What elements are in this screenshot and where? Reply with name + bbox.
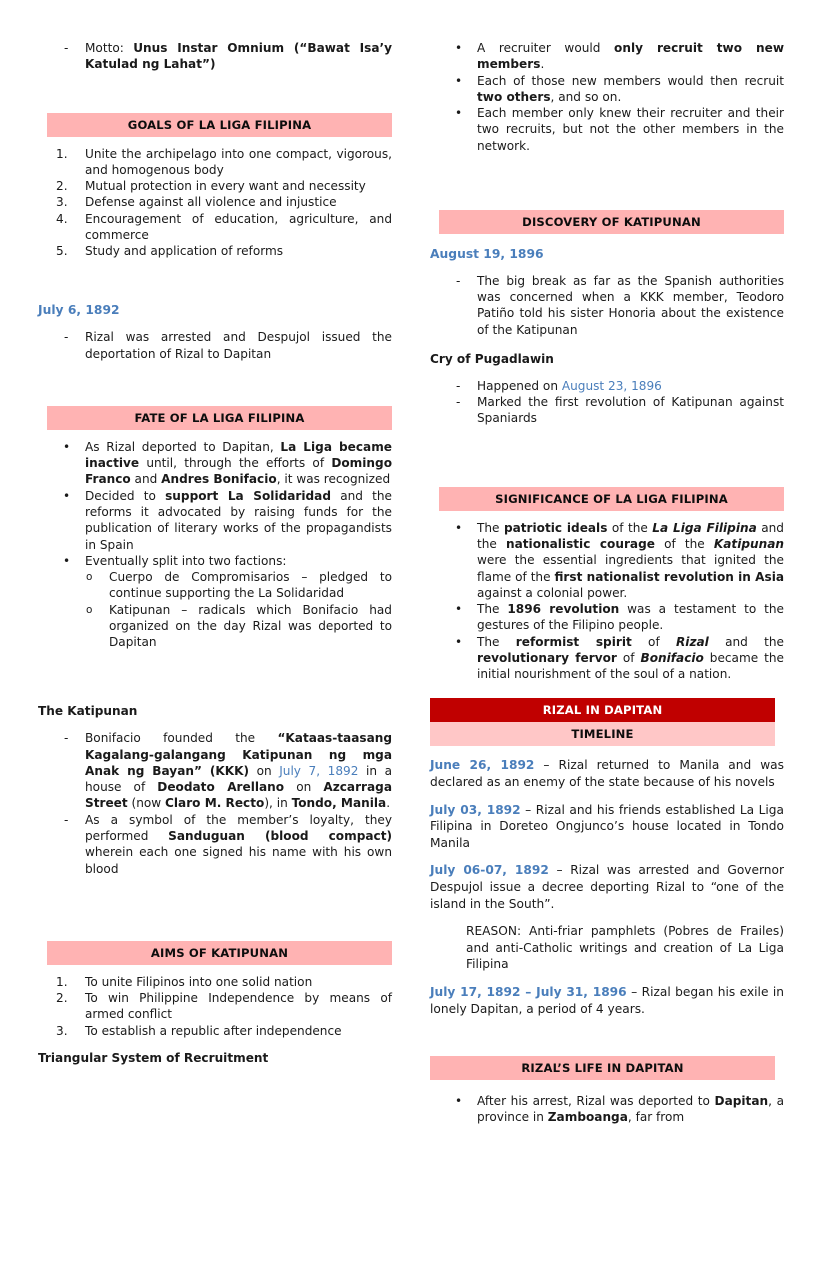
- text-run-bold: Deodato Arellano: [157, 780, 285, 795]
- text-run-bold-italic: Rizal: [676, 634, 709, 649]
- significance-list: [430, 520, 784, 683]
- list-item: [430, 105, 784, 154]
- section-header-discovery: DISCOVERY OF KATIPUNAN: [439, 210, 784, 234]
- text-run-bold: Claro M. Recto: [165, 796, 265, 811]
- text-run-bold: Sanduguan (blood compact): [168, 828, 393, 843]
- left-column: [38, 40, 392, 1256]
- section-header-aims: AIMS OF KATIPUNAN: [47, 941, 392, 965]
- text-run: on: [284, 780, 324, 795]
- bullet-marker: •: [63, 439, 71, 454]
- text-run: .: [386, 796, 391, 811]
- text-run-bold-italic: Katipunan: [713, 536, 784, 551]
- text-run: were the essential ingredients that ignited the flame of the: [477, 553, 784, 584]
- text-run-bold: “Kataas-taasang Kagalang-galangang Katipunan ng mga Anak ng Bayan” (KKK): [85, 731, 392, 778]
- list-item: [38, 211, 392, 244]
- text-run: ), in: [264, 796, 292, 811]
- text-run: and the reforms it advocated by raising funds for the publication of literary works of the propagandists in Spain: [85, 488, 392, 552]
- timeline-text: Rizal was arrested and Governor Despujol issue a decree deporting Rizal to “one of the island in the South”.: [430, 863, 784, 911]
- bullet-marker: •: [455, 634, 463, 649]
- text-run-bold: Domingo Franco: [85, 456, 392, 487]
- dapitan-header-group: [430, 698, 784, 746]
- life-list: [430, 1093, 784, 1126]
- list-item: [430, 1093, 784, 1126]
- text-run: (now: [127, 796, 166, 811]
- list-item: [38, 243, 392, 259]
- list-number: 3.: [56, 195, 68, 210]
- text-run: , a province in: [477, 1094, 784, 1125]
- inline-date: July 7, 1892: [279, 763, 359, 778]
- text-run: and the: [477, 520, 784, 551]
- dash-marker: -: [456, 378, 461, 393]
- fate-sub-list: [66, 569, 392, 650]
- list-text: Mutual protection in every want and necessity: [85, 179, 366, 194]
- bullet-marker: •: [455, 73, 463, 88]
- subheading-the-katipunan: The Katipunan: [38, 704, 138, 719]
- list-item: [430, 634, 784, 683]
- timeline-text: Rizal returned to Manila and was declared as an enemy of the state because of his novels: [430, 758, 784, 789]
- bullet-marker: •: [455, 602, 463, 617]
- text-run: against a colonial power.: [477, 585, 628, 600]
- list-item: [66, 569, 392, 602]
- text-run: and: [130, 472, 162, 487]
- text-run-bold-italic: La Liga Filipina: [652, 520, 757, 535]
- right-column: [430, 40, 784, 1256]
- dash-marker: -: [64, 330, 69, 345]
- list-item: [430, 73, 784, 106]
- list-item: [430, 520, 784, 601]
- list-text: The big break as far as the Spanish authorities was concerned when a KKK member, Teodoro Patiño told his sister Honoria about the existence of the Katipunan: [477, 273, 784, 337]
- motto-list: [38, 40, 392, 73]
- list-item: [430, 601, 784, 634]
- text-run: on: [249, 763, 280, 778]
- list-text: Unite the archipelago into one compact, vigorous, and homogenous body: [85, 146, 392, 177]
- list-item: [38, 40, 392, 73]
- list-text: Cuerpo de Compromisarios – pledged to continue supporting the La Solidaridad: [109, 570, 392, 601]
- text-run: As a symbol of the member’s loyalty, they performed: [85, 812, 392, 843]
- section-header-rizal-in-dapitan: RIZAL IN DAPITAN: [430, 698, 775, 722]
- dash-marker: -: [456, 273, 461, 288]
- list-item: [66, 602, 392, 651]
- text-run: , far from: [627, 1110, 685, 1125]
- date-heading-july6: July 6, 1892: [38, 303, 120, 318]
- triangular-list: [430, 40, 784, 154]
- list-text: To unite Filipinos into one solid nation: [85, 974, 313, 989]
- list-text: Encouragement of education, agriculture, and commerce: [85, 211, 392, 242]
- list-item: [38, 439, 392, 488]
- text-run: became the initial nourishment of the soul of a nation.: [477, 650, 784, 682]
- section-header-significance: SIGNIFICANCE OF LA LIGA FILIPINA: [439, 487, 784, 511]
- text-run: A recruiter would: [477, 41, 615, 55]
- text-run-bold: two others: [477, 89, 551, 104]
- list-text: Marked the first revolution of Katipunan against Spaniards: [477, 395, 784, 426]
- text-run: The: [477, 634, 516, 649]
- text-run: Decided to: [85, 488, 166, 503]
- list-number: 3.: [56, 1023, 68, 1038]
- text-run-bold: La Liga became inactive: [85, 439, 393, 471]
- dash-marker: -: [64, 812, 69, 827]
- text-run: –: [520, 802, 536, 817]
- text-run: of: [616, 650, 641, 665]
- text-run-bold-italic: Bonifacio: [640, 650, 704, 665]
- list-item: [38, 812, 392, 877]
- circle-marker: o: [86, 603, 93, 616]
- text-run-bold: Tondo, Manila: [291, 796, 387, 811]
- list-item: [38, 329, 392, 362]
- text-run: until, through the efforts of: [139, 456, 332, 471]
- list-number: 1.: [56, 146, 68, 161]
- list-item: [38, 1023, 392, 1039]
- text-run: After his arrest, Rizal was deported to: [477, 1094, 715, 1109]
- list-item: [38, 194, 392, 210]
- motto-value: Unus Instar Omnium (“Bawat Isa’y Katulad ng Lahat”): [85, 41, 392, 72]
- section-subheader-timeline: TIMELINE: [430, 722, 775, 746]
- timeline-text: Rizal and his friends established La Liga Filipina in Doreteo Ongjunco’s house located in Tondo Manila: [430, 802, 784, 850]
- bullet-marker: •: [455, 520, 463, 535]
- timeline-reason: REASON: Anti-friar pamphlets (Pobres de Frailes) and anti-Catholic writings and creation of La Liga Filipina: [466, 924, 784, 972]
- text-run-bold: patriotic ideals: [503, 520, 608, 535]
- list-item: [38, 990, 392, 1023]
- list-item: [38, 730, 392, 811]
- dash-marker: -: [64, 731, 69, 746]
- inline-date: August 23, 1896: [561, 378, 662, 393]
- dash-marker: -: [456, 395, 461, 410]
- list-text: Study and application of reforms: [85, 244, 284, 259]
- bullet-marker: •: [455, 1094, 463, 1109]
- bullet-marker: •: [63, 553, 71, 568]
- july6-list: [38, 329, 392, 362]
- text-run: .: [540, 57, 545, 72]
- text-run: The: [477, 520, 504, 535]
- text-run: –: [626, 984, 642, 999]
- list-item: [430, 394, 784, 427]
- text-run-bold: 1896 revolution: [507, 602, 620, 617]
- text-run-bold: nationalistic courage: [506, 536, 655, 551]
- list-item: [38, 178, 392, 194]
- timeline-date: July 06-07, 1892: [430, 863, 549, 878]
- list-text: Rizal was arrested and Despujol issued the deportation of Rizal to Dapitan: [85, 330, 392, 361]
- list-number: 2.: [56, 179, 68, 194]
- text-run: As Rizal deported to Dapitan,: [85, 439, 281, 454]
- list-text: To establish a republic after independence: [85, 1023, 342, 1038]
- list-item: [38, 488, 392, 553]
- timeline-entry: [430, 802, 784, 852]
- list-text: Eventually split into two factions:: [85, 553, 287, 568]
- list-number: 1.: [56, 974, 68, 989]
- text-run-bold: first nationalist revolution in Asia: [554, 569, 784, 584]
- list-item: [430, 378, 784, 394]
- list-number: 2.: [56, 991, 68, 1006]
- text-run: –: [548, 863, 571, 878]
- text-run: , and so on.: [550, 89, 622, 104]
- list-text: To win Philippine Independence by means of armed conflict: [85, 991, 392, 1022]
- list-text: Katipunan – radicals which Bonifacio had organized on the day Rizal was deported to Dapitan: [109, 602, 392, 650]
- subheading-cry-of-pugadlawin: Cry of Pugadlawin: [430, 351, 554, 366]
- text-run: Bonifacio founded the: [85, 731, 278, 746]
- section-header-rizals-life: RIZAL’S LIFE IN DAPITAN: [430, 1056, 775, 1080]
- timeline-date: July 17, 1892 – July 31, 1896: [430, 984, 627, 999]
- discovery-list: [430, 273, 784, 338]
- bullet-marker: •: [455, 41, 463, 55]
- section-header-goals: GOALS OF LA LIGA FILIPINA: [47, 113, 392, 137]
- list-item: [38, 974, 392, 990]
- aims-list: [38, 974, 392, 1039]
- text-run-bold: only recruit two new members: [477, 41, 784, 72]
- text-run: was a testament to the gestures of the Filipino people.: [477, 602, 784, 633]
- list-number: 5.: [56, 244, 68, 259]
- goals-list: [38, 146, 392, 260]
- text-run: Happened on: [477, 378, 562, 393]
- text-run-bold: revolutionary fervor: [477, 650, 617, 665]
- text-run-bold: Andres Bonifacio: [161, 472, 277, 487]
- bullet-marker: •: [63, 488, 71, 503]
- text-run: wherein each one signed his name with his own blood: [85, 845, 392, 876]
- text-run-bold: support La Solidaridad: [165, 488, 331, 503]
- bullet-marker: •: [455, 106, 463, 121]
- list-text: Defense against all violence and injustice: [85, 195, 337, 210]
- cry-list: [430, 378, 784, 427]
- list-text: Each member only knew their recruiter and their two recruits, but not the other members in the network.: [477, 106, 784, 153]
- list-item: [430, 40, 784, 73]
- dash-marker: -: [64, 41, 69, 55]
- timeline-date: July 03, 1892: [430, 802, 521, 817]
- text-run: –: [534, 758, 559, 773]
- subheading-triangular-system: Triangular System of Recruitment: [38, 1050, 269, 1065]
- list-number: 4.: [56, 211, 68, 226]
- section-header-fate: FATE OF LA LIGA FILIPINA: [47, 406, 392, 430]
- text-run: of: [631, 634, 676, 649]
- list-item: [430, 273, 784, 338]
- text-run-bold: Azcarraga Street: [85, 780, 392, 811]
- text-run-bold: reformist spirit: [515, 634, 632, 649]
- text-run-bold: Zamboanga: [547, 1110, 628, 1125]
- list-item: [38, 553, 392, 569]
- text-run: and the: [708, 634, 784, 649]
- katipunan-list: [38, 730, 392, 876]
- fate-list: [38, 439, 392, 569]
- list-item: [38, 146, 392, 179]
- timeline-date: June 26, 1892: [430, 758, 535, 773]
- date-heading-aug19: August 19, 1896: [430, 246, 544, 261]
- timeline-text: Rizal began his exile in lonely Dapitan, a period of 4 years.: [430, 984, 784, 1016]
- text-run: of the: [607, 520, 653, 535]
- timeline-entry: [430, 757, 784, 790]
- text-run-bold: Dapitan: [714, 1094, 769, 1109]
- motto-label: Motto:: [85, 41, 134, 55]
- text-run: in a house of: [85, 763, 392, 795]
- timeline-entry: [430, 862, 784, 912]
- timeline-entry: [430, 984, 784, 1017]
- circle-marker: o: [86, 571, 93, 584]
- text-run: The: [477, 602, 508, 617]
- text-run: Each of those new members would then recruit: [477, 73, 784, 88]
- text-run: , it was recognized: [276, 472, 391, 487]
- text-run: of the: [654, 536, 714, 551]
